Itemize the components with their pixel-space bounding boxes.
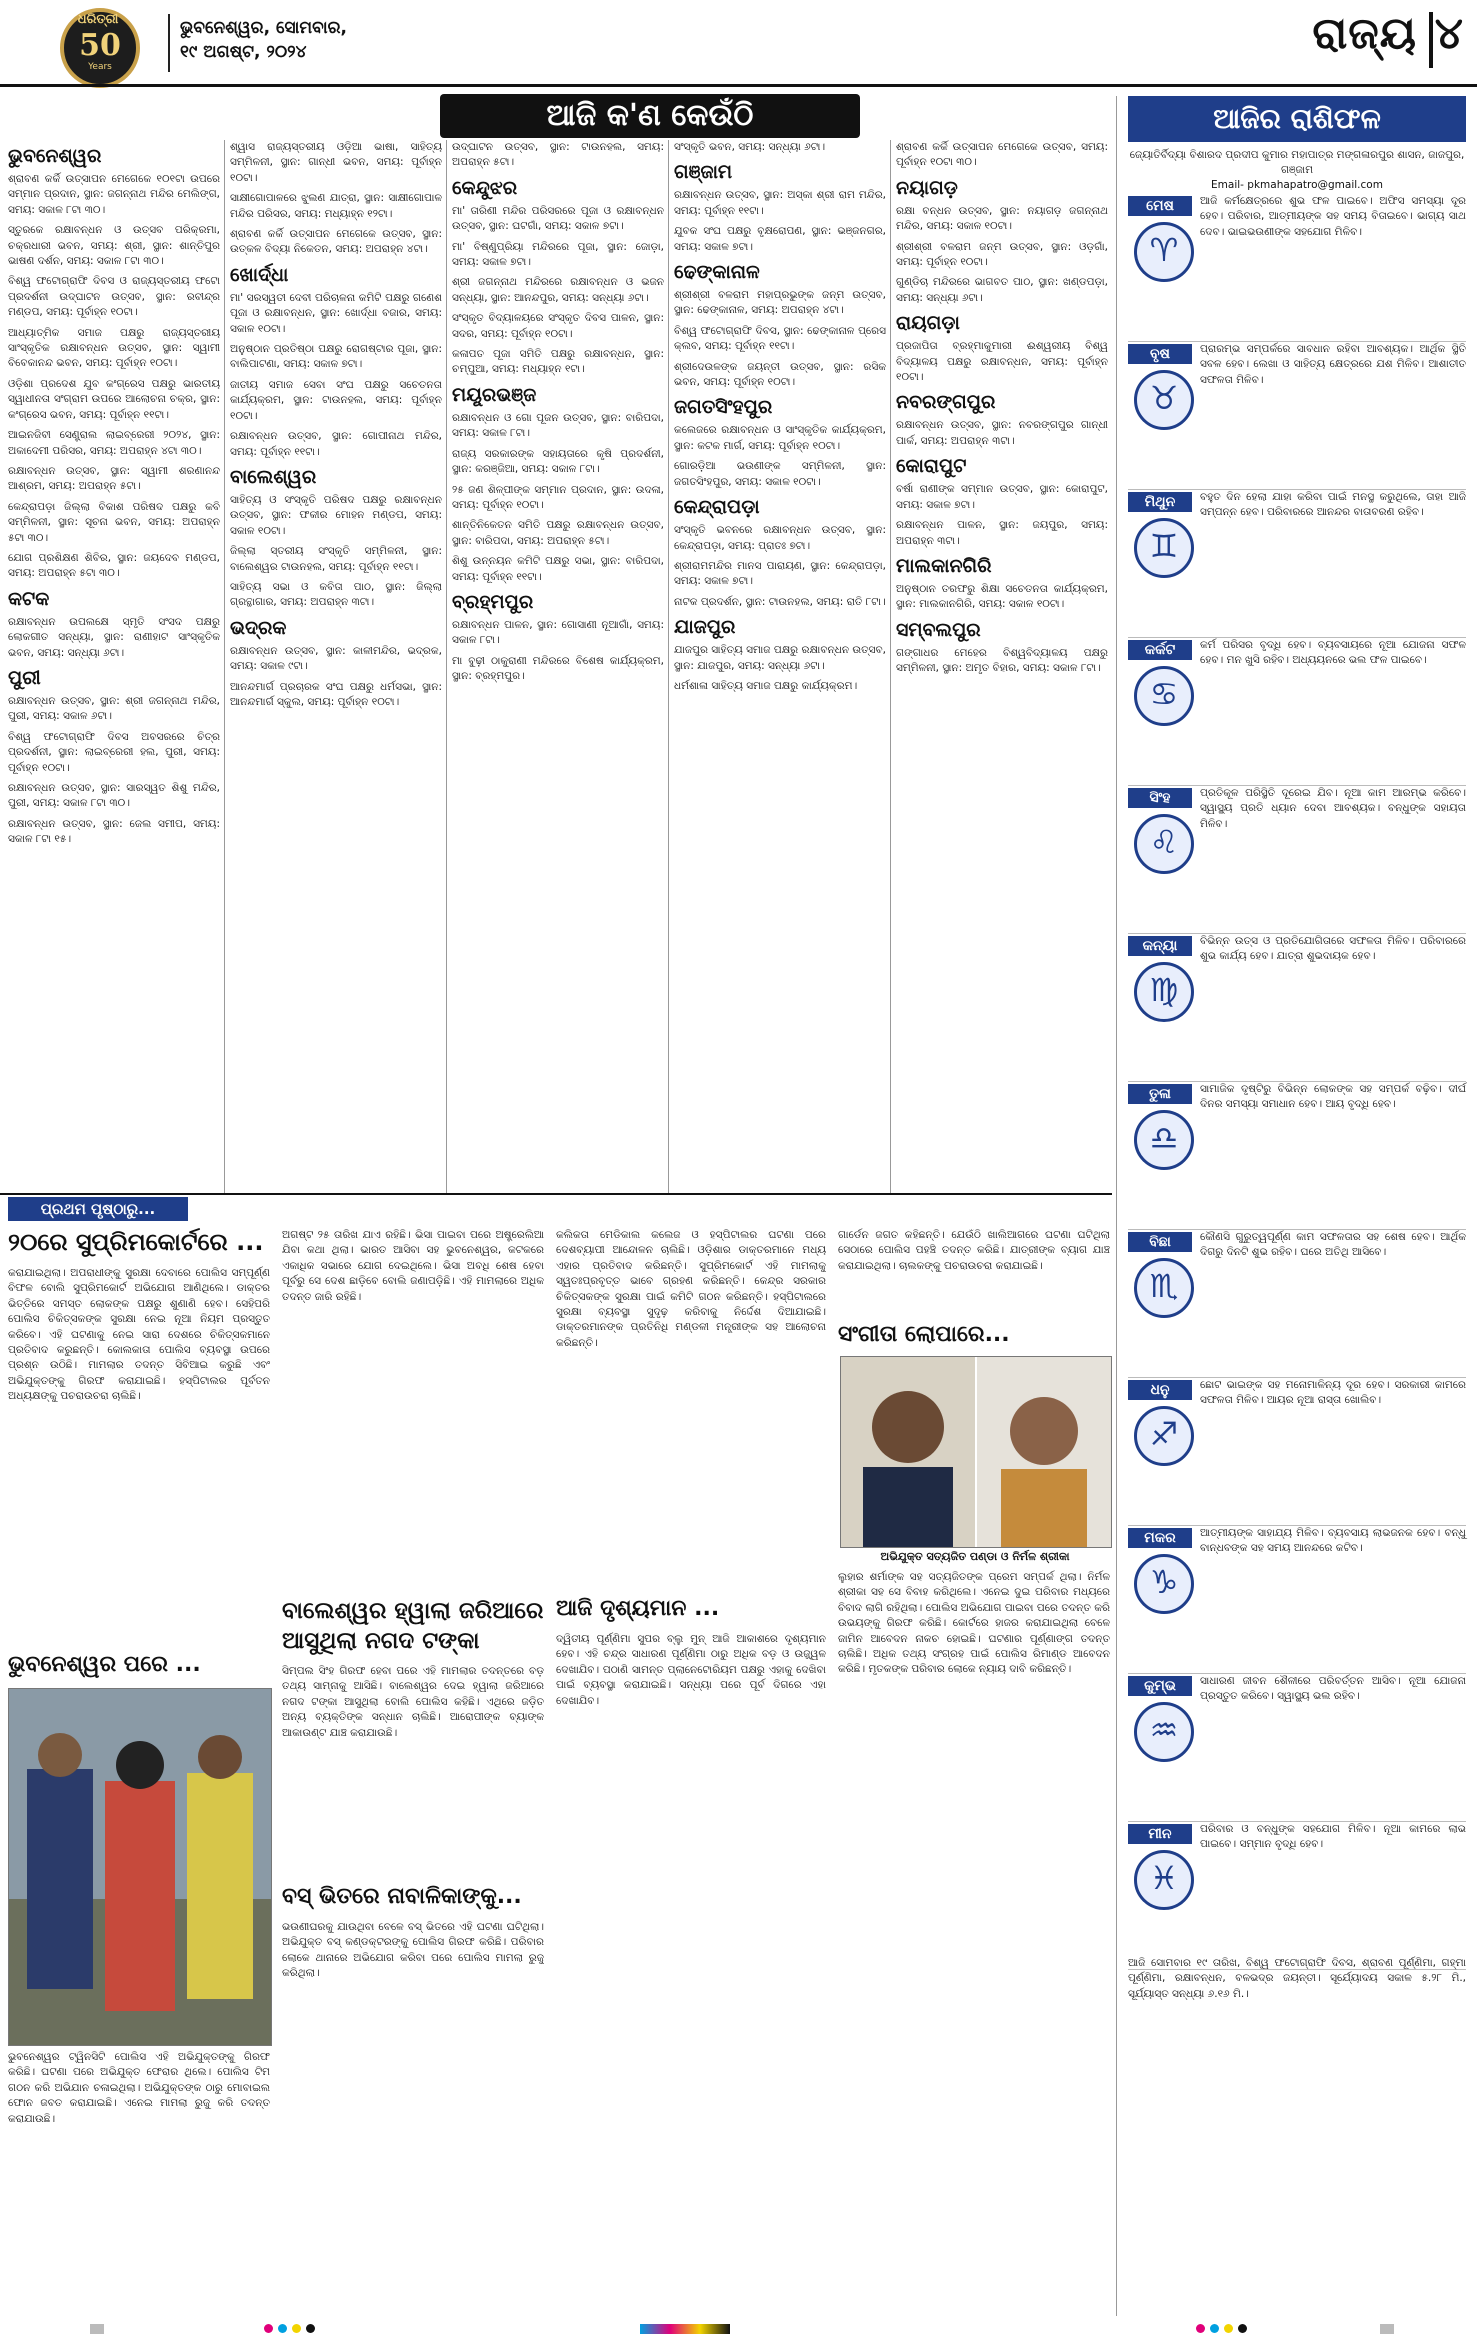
event-item: ରକ୍ଷାବନ୍ଧନ ଉତ୍ସବ, ସ୍ଥାନ: ଅସ୍କା ଶ୍ରୀ ରାମ ମନ୍ଦିର, ସମୟ: ପୂର୍ବାହ୍ନ ୧୧ଟା। [674,189,886,217]
zodiac-entry [1128,932,1466,1082]
event-item: ଅନୁଷ୍ଠାନ ତରଫରୁ ଶିକ୍ଷା ସଚେତନତା କାର୍ଯ୍ୟକ୍ରମ, ସ୍ଥାନ: ମାଲକାନଗିରି, ସମୟ: ସକାଳ ୧୦ଟା। [896,582,1108,611]
photo-caption: ଅଭିଯୁକ୍ତ ସତ୍ୟଜିତ ପଣ୍ଡା ଓ ନିର୍ମଳ ଶ୍ରୀକା [880,1550,1070,1563]
event-item: ଶ୍ରୀରାମମନ୍ଦିର ମାନସ ପାରାୟଣ, ସ୍ଥାନ: କେନ୍ଦ୍ରାପଡ଼ା, ସମୟ: ସକାଳ ୭ଟା। [674,559,886,588]
story-9-body: ଲୁହାର ଶର୍ମାଙ୍କ ସହ ସତ୍ୟଜିତଙ୍କ ପ୍ରେମ ସମ୍ପର୍କ ଥିଲା। ନିର୍ମଳ ଶ୍ରୀକା ସହ ସେ ବିବାହ କରିଥିଲେ। ଏନେଇ ଦୁଇ ପରିବାର ମଧ୍ୟରେ ବିବାଦ ଲାଗି ରହିଥିଲା। ପୋଲିସ ଅଭିଯୋଗ ପାଇବା ପରେ ତଦନ୍ତ କରି ଉଭୟଙ୍କୁ ଗିରଫ କରିଛି। କୋର୍ଟରେ ହାଜର କରାଯାଇଥିଲା ବେଳେ ଜାମିନ ଆବେଦନ ନାକଚ ହୋଇଛି। ଘଟଣାର ପୂର୍ଣ୍ଣାଙ୍ଗ ତଦନ୍ତ ଚାଲିଛି। ଅଧିକ ତଥ୍ୟ ସଂଗ୍ରହ ପାଇଁ ପୋଲିସ ରିମାଣ୍ଡ ଆବେଦନ କରିଛି। ମୃତକଙ୍କ ପରିବାର ଲୋକେ ନ୍ୟାୟ ଦାବି କରିଛନ୍ତି। [838,1571,1110,1676]
events-column [452,140,664,1190]
event-item: ରକ୍ଷାବନ୍ଧନ ଉତ୍ସବ, ସ୍ଥାନ: ଜେଲ ସମୀପ, ସମୟ: ସକାଳ ୮ଟା ୧୫। [8,817,220,846]
event-item: ରକ୍ଷାବନ୍ଧନ ଉତ୍ସବ, ସ୍ଥାନ: ସାରସ୍ୱତ ଶିଶୁ ମନ୍ଦିର, ପୁରୀ, ସମୟ: ସକାଳ ୮ଟା ୩୦। [8,782,220,810]
yellow-dot-icon [292,2324,301,2333]
event-item: ଶାନ୍ତିନିକେତନ ସମିତି ପକ୍ଷରୁ ରକ୍ଷାବନ୍ଧନ ଉତ୍ସବ, ସ୍ଥାନ: ବାରିପଦା, ସମୟ: ଅପରାହ୍ନ ୫ଟା। [452,519,664,547]
capricorn-icon [1134,1554,1194,1614]
district-heading: ମାଲକାନଗିରି [896,554,992,577]
event-item: ୨୫ ଜଣ ଶିଳ୍ପୀଙ୍କ ସମ୍ମାନ ପ୍ରଦାନ, ସ୍ଥାନ: ଉଦଳା, ସମୟ: ପୂର୍ବାହ୍ନ ୧୦ଟା। [452,483,664,511]
zodiac-glyph: ♍ [1149,971,1179,1009]
event-item: ରକ୍ଷାବନ୍ଧନ ଉତ୍ସବ, ସ୍ଥାନ: ନବରଙ୍ଗପୁର ଗାନ୍ଧୀ ପାର୍କ, ସମୟ: ଅପରାହ୍ନ ୩ଟା। [896,419,1108,447]
event-item: ଆନନ୍ଦମାର୍ଗ ପ୍ରଚାରକ ସଂଘ ପକ୍ଷରୁ ଧର୍ମସଭା, ସ୍ଥାନ: ଆନନ୍ଦମାର୍ଗ ସ୍କୁଲ, ସମୟ: ପୂର୍ବାହ୍ନ ୧୦ଟା। [230,680,442,708]
story-4-body: ସିମ୍ପଲ ସିଂହ ଗିରଫ ହେବା ପରେ ଏହି ମାମଲାର ତଦନ୍ତରେ ବଡ଼ ତଥ୍ୟ ସାମ୍ନାକୁ ଆସିଛି। ବାଲେଶ୍ୱର ଦେଇ ହ୍ୱାଲା ଜରିଆରେ ନଗଦ ଟଙ୍କା ଆସୁଥିଲା ବୋଲି ପୋଲିସ କହିଛି। ଏଥିରେ ଜଡ଼ିତ ଅନ୍ୟ ବ୍ୟକ୍ତିଙ୍କ ସନ୍ଧାନ ଚାଲିଛି। ଆରୋପୀଙ୍କ ବ୍ୟାଙ୍କ ଆକାଉଣ୍ଟ ଯାଞ୍ଚ କରାଯାଉଛି। [282,1665,544,1739]
zodiac-forecast: କର୍ମ ପରିସର ବୃଦ୍ଧି ହେବ। ବ୍ୟବସାୟରେ ନୂଆ ଯୋଜନା ସଫଳ ହେବ। ମନ ଖୁସି ରହିବ। ଅଧ୍ୟୟନରେ ଭଲ ଫଳ ପାଇବେ। [1200,639,1466,667]
color-bar-icon [640,2324,730,2334]
zodiac-name: ବିଛା [1128,1232,1192,1252]
event-item: ଜିଲ୍ଲା ସ୍ତରୀୟ ସଂସ୍କୃତି ସମ୍ମିଳନୀ, ସ୍ଥାନ: ବାଲେଶ୍ୱର ଟାଉନହଲ, ସମୟ: ପୂର୍ବାହ୍ନ ୧୧ଟା। [230,545,442,573]
zodiac-entry [1128,488,1466,638]
event-item: ସାହିତ୍ୟ ଓ ସଂସ୍କୃତି ପରିଷଦ ପକ୍ଷରୁ ରକ୍ଷାବନ୍ଧନ ଉତ୍ସବ, ସ୍ଥାନ: ଫକୀର ମୋହନ ମଣ୍ଡପ, ସମୟ: ସକାଳ ୧୦ଟା। [230,493,442,537]
zodiac-forecast: ସାମାଜିକ ଦୃଷ୍ଟିରୁ ବିଭିନ୍ନ ଲୋକଙ୍କ ସହ ସମ୍ପର୍କ ବଢ଼ିବ। ଦୀର୍ଘ ଦିନର ସମସ୍ୟା ସମାଧାନ ହେବ। ଆୟ ବୃଦ୍ଧି ହେବ। [1200,1083,1466,1111]
story-6-body: କଲିକତା ମେଡିକାଲ କଲେଜ ଓ ହସ୍ପିଟାଲର ଘଟଣା ପରେ ଦେଶବ୍ୟାପୀ ଆନ୍ଦୋଳନ ଚାଲିଛି। ଓଡ଼ିଶାର ଡାକ୍ତରମାନେ ମଧ୍ୟ ଏହାର ପ୍ରତିବାଦ କରିଛନ୍ତି। ସୁପ୍ରିମକୋର୍ଟ ଏହି ମାମଲାକୁ ସ୍ୱତଃପ୍ରବୃତ୍ତ ଭାବେ ଗ୍ରହଣ କରିଛନ୍ତି। କେନ୍ଦ୍ର ସରକାର ଚିକିତ୍ସକଙ୍କ ସୁରକ୍ଷା ପାଇଁ କମିଟି ଗଠନ କରିଛନ୍ତି। ହସ୍ପିଟାଲରେ ସୁରକ୍ଷା ବ୍ୟବସ୍ଥା ସୁଦୃଢ଼ କରିବାକୁ ନିର୍ଦ୍ଦେଶ ଦିଆଯାଇଛି। ଡାକ୍ତରମାନଙ୍କ ପ୍ରତିନିଧି ମଣ୍ଡଳୀ ମନ୍ତ୍ରୀଙ୍କ ସହ ଆଲୋଚନା କରିଛନ୍ତି। [556,1229,826,1349]
zodiac-entry [1128,340,1466,490]
front-page-tag: ପ୍ରଥମ ପୃଷ୍ଠାରୁ... [8,1197,188,1221]
event-item: ରକ୍ଷାବନ୍ଧନ ଉତ୍ସବ, ସ୍ଥାନ: ଶ୍ରୀ ଜଗନ୍ନାଥ ମନ୍ଦିର, ପୁରୀ, ସମୟ: ସକାଳ ୬ଟା। [8,694,220,723]
district-heading: କଟକ [8,587,50,610]
zodiac-forecast: ବିଭିନ୍ନ ଉତ୍ସ ଓ ପ୍ରତିଯୋଗିତାରେ ସଫଳତା ମିଳିବ। ପରିବାରରେ ଶୁଭ କାର୍ଯ୍ୟ ହେବ। ଯାତ୍ରା ଶୁଭଦାୟକ ହେବ। [1200,935,1466,963]
district-heading: ନବରଙ୍ଗପୁର [896,391,996,414]
zodiac-entry [1128,636,1466,786]
zodiac-name: ମୀନ [1128,1824,1192,1844]
event-item: ସାକ୍ଷୀଗୋପାଳରେ ଝୁଲଣ ଯାତ୍ରା, ସ୍ଥାନ: ସାକ୍ଷୀଗୋପାଳ ମନ୍ଦିର ପରିସର, ସମୟ: ମଧ୍ୟାହ୍ନ ୧୨ଟା। [230,192,442,220]
events-column [8,140,220,1190]
rashifal-divider [1116,96,1117,2316]
event-item: ସଂସ୍କୃତି ଭବନରେ ରକ୍ଷାବନ୍ଧନ ଉତ୍ସବ, ସ୍ଥାନ: କେନ୍ଦ୍ରାପଡ଼ା, ସମୟ: ପ୍ରାତଃ ୭ଟା। [674,524,886,552]
dateline [180,16,390,64]
zodiac-name: ମିଥୁନ [1128,492,1192,512]
district-heading: ଢେଙ୍କାନାଳ [674,261,760,284]
event-item: ଶ୍ରୀଦେଉଳଙ୍କ ଜୟନ୍ତୀ ଉତ୍ସବ, ସ୍ଥାନ: ରସିକ ଭବନ, ସମୟ: ପୂର୍ବାହ୍ନ ୧୦ଟା। [674,360,886,389]
column-rule [224,140,225,1195]
story-4-headline: ବାଲେଶ୍ୱର ହ୍ୱାଲା ଜରିଆରେ ଆସୁଥିଲା ନଗଦ ଟଙ୍କା [282,1598,544,1654]
event-item: ରକ୍ଷାବନ୍ଧନ ପାଳନ, ସ୍ଥାନ: ଗୋସାଣୀ ନୂଆଗାଁ, ସମୟ: ସକାଳ ୮ଟା। [452,618,664,647]
accused-photos [840,1356,1112,1548]
district-heading: ମୟୂରଭଞ୍ଜ [452,383,537,406]
zodiac-forecast: ପରିବାର ଓ ବନ୍ଧୁଙ୍କ ସହଯୋଗ ମିଳିବ। ନୂଆ କାମରେ ଲାଭ ପାଇବେ। ସମ୍ମାନ ବୃଦ୍ଧି ହେବ। [1200,1823,1466,1851]
district-heading: କୋରାପୁଟ [896,455,967,478]
zodiac-name: ବୃଷ [1128,344,1192,364]
district-heading: ନୟାଗଡ଼ [896,176,958,199]
event-item: ବିଶ୍ୱ ଫଟୋଗ୍ରାଫି ଦିବସ ଓ ରାଜ୍ୟସ୍ତରୀୟ ଫଟୋ ପ୍ରଦର୍ଶନୀ ଉଦ୍‌ଘାଟନ ଉତ୍ସବ, ସ୍ଥାନ: ରବୀନ୍ଦ୍ର ମଣ୍ଡପ, ସମୟ: ପୂର୍ବାହ୍ନ ୧୦ଟା। [8,275,220,319]
event-item: ରକ୍ଷାବନ୍ଧନ ଉପଲକ୍ଷେ ସ୍ମୃତି ସଂସଦ ପକ୍ଷରୁ ଲୋକଗୀତ ସନ୍ଧ୍ୟା, ସ୍ଥାନ: ରାଣୀହାଟ ସାଂସ୍କୃତିକ ଭବନ, ସମୟ: ସନ୍ଧ୍ୟା ୬ଟା। [8,615,220,659]
zodiac-glyph: ♊ [1149,527,1179,565]
newspaper-logo [40,4,158,80]
event-item: ଯୋଗ ପ୍ରଶିକ୍ଷଣ ଶିବିର, ସ୍ଥାନ: ଜୟଦେବ ମଣ୍ଡପ, ସମୟ: ଅପରାହ୍ନ ୫ଟା ୩୦। [8,551,220,580]
zodiac-name: କର୍କଟ [1128,640,1192,660]
cyan-dot-right-icon [1210,2324,1219,2333]
zodiac-forecast: ଛୋଟ ଭାଇଙ୍କ ସହ ମନୋମାଳିନ୍ୟ ଦୂର ହେବ। ସରକାରୀ କାମରେ ସଫଳତା ମିଳିବ। ଆୟର ନୂଆ ରାସ୍ତା ଖୋଲିବ। [1200,1379,1466,1407]
zodiac-name: ମେଷ [1128,196,1192,216]
print-registration-strip [0,2316,1477,2339]
story-2-headline: ଭୁବନେଶ୍ୱର ପରେ ... [8,1652,201,1677]
event-item: ଶ୍ରାବଣ କର୍କି ଉତ୍ସାପନ ମେଗେକେ ୧୦୧ଟା ଉପରେ ସମ୍ମାନ ପ୍ରଦାନ, ସ୍ଥାନ: ଜଗନ୍ନାଥ ମନ୍ଦିର ମେଲିଙ୍ଗ, ସମୟ: ସକାଳ ୮ଟା ୩୦। [8,173,220,216]
scorpio-icon [1134,1258,1194,1318]
zodiac-forecast: ବହୁତ ଦିନ ହେଲା ଯାହା କରିବା ପାଇଁ ମନସ୍ଥ କରୁଥିଲେ, ତାହା ଆଜି ସମ୍ପନ୍ନ ହେବ। ପରିବାରରେ ଆନନ୍ଦର ବାତାବରଣ ରହିବ। [1200,491,1466,519]
event-item: ରକ୍ଷାବନ୍ଧନ ପାଳନ, ସ୍ଥାନ: ଜୟପୁର, ସମୟ: ଅପରାହ୍ନ ୩ଟା। [896,519,1108,547]
story-8-body: ଗାର୍ଡେନ ଜଗତ କହିଛନ୍ତି। ଯେଉଁଠି ଖାଲିଆଗରେ ଘଟଣା ଘଟିଥିଲା ସେଠାରେ ପୋଲିସ ପହଞ୍ଚି ତଦନ୍ତ କରିଛି। ଯାତ୍ରୀଙ୍କ ବ୍ୟାଗ ଯାଞ୍ଚ କରାଯାଇଥିଲା। ଚାଲକଙ୍କୁ ପଚରାଉଚରା କରାଯାଇଛି। [838,1229,1110,1272]
zodiac-entry [1128,1672,1466,1822]
event-item: ଯୁବକ ସଂଘ ପକ୍ଷରୁ ବୃକ୍ଷରୋପଣ, ସ୍ଥାନ: ଭଞ୍ଜନଗର, ସମୟ: ସକାଳ ୭ଟା। [674,225,886,253]
zodiac-forecast: ଆତ୍ମୀୟଙ୍କ ସାହାଯ୍ୟ ମିଳିବ। ବ୍ୟବସାୟ ଲାଭଜନକ ହେବ। ବନ୍ଧୁ ବାନ୍ଧବଙ୍କ ସହ ସମୟ ଆନନ୍ଦରେ କଟିବ। [1200,1527,1466,1555]
zodiac-entry [1128,192,1466,342]
zodiac-glyph: ♈ [1149,231,1179,269]
section-title: ରାଜ୍ୟ [1312,8,1417,59]
zodiac-entry [1128,1080,1466,1230]
zodiac-forecast: ଆଜି କର୍ମକ୍ଷେତ୍ରରେ ଶୁଭ ଫଳ ପାଇବେ। ଅଫିସ ସମସ୍ୟା ଦୂର ହେବ। ପରିବାର, ଆତ୍ମୀୟଙ୍କ ସହ ସମୟ ବିତାଇବେ। ଭାଗ୍ୟ ସାଥ ଦେବ। ଭାଇଭଉଣୀଙ୍କ ସହଯୋଗ ମିଳିବ। [1200,195,1466,238]
event-item: ସଂସ୍କୃତ ବିଦ୍ୟାଳୟରେ ସଂସ୍କୃତ ଦିବସ ପାଳନ, ସ୍ଥାନ: ସଦର, ସମୟ: ପୂର୍ବାହ୍ନ ୧୦ଟା। [452,312,664,340]
zodiac-name: ମକର [1128,1528,1192,1548]
event-item: ଧର୍ମଶାଳା ସାହିତ୍ୟ ସମାଜ ପକ୍ଷରୁ କାର୍ଯ୍ୟକ୍ରମ। [674,679,858,692]
event-item: ଶିଶୁ ଉନ୍ନୟନ କମିଟି ପକ୍ଷରୁ ସଭା, ସ୍ଥାନ: ବାରିପଦା, ସମୟ: ପୂର୍ବାହ୍ନ ୧୧ଟା। [452,555,664,583]
event-item: ଯାଜପୁର ସାହିତ୍ୟ ସମାଜ ପକ୍ଷରୁ ରକ୍ଷାବନ୍ଧନ ଉତ୍ସବ, ସ୍ଥାନ: ଯାଜପୁର, ସମୟ: ସନ୍ଧ୍ୟା ୬ଟା। [674,644,886,672]
column-rule [446,140,447,1195]
event-item: ସାହିତ୍ୟ ସଭା ଓ କବିତା ପାଠ, ସ୍ଥାନ: ଜିଲ୍ଲା ଗ୍ରନ୍ଥାଗାର, ସମୟ: ଅପରାହ୍ନ ୩ଟା। [230,580,442,609]
masthead-divider [168,14,170,72]
page-number: ୪ [1434,8,1463,59]
zodiac-forecast: କୌଣସି ଗୁରୁତ୍ୱପୂର୍ଣ୍ଣ କାମ ସଫଳତାର ସହ ଶେଷ ହେବ। ଆର୍ଥିକ ଦିଗରୁ ଦିନଟି ଶୁଭ ରହିବ। ଘରେ ଅତିଥି ଆସିବେ। [1200,1231,1466,1259]
event-item: ଉଦ୍‌ଘାଟନ ଉତ୍ସବ, ସ୍ଥାନ: ଟାଉନହଲ, ସମୟ: ଅପରାହ୍ନ ୫ଟା। [452,141,664,169]
event-item: ରାଜ୍ୟ ସରକାରଙ୍କ ସହାୟତାରେ କୃଷି ପ୍ରଦର୍ଶନୀ, ସ୍ଥାନ: କରଞ୍ଜିଆ, ସମୟ: ସକାଳ ୮ଟା। [452,447,664,476]
district-heading: ଖୋର୍ଦ୍ଧା [230,263,289,286]
astrologer-name: ଜ୍ୟୋତିର୍ବିଦ୍ୟା ବିଶାରଦ ପ୍ରଦୀପ କୁମାର ମହାପାତ୍ର ମଙ୍ଗଳାରପୁର ଶାସନ, ଜାଜପୁର, ଗଞ୍ଜାମ [1129,149,1465,176]
event-item: ଶ୍ୱାସ ରାଜ୍ୟସ୍ତରୀୟ ଓଡ଼ିଆ ଭାଷା, ସାହିତ୍ୟ ସମ୍ମିଳନୀ, ସ୍ଥାନ: ଗାନ୍ଧୀ ଭବନ, ସମୟ: ପୂର୍ବାହ୍ନ ୧୦ଟା। [230,141,442,184]
aries-icon [1134,222,1194,282]
story-3-body: ଅଗଷ୍ଟ ୨୫ ତାରିଖ ଯାଏ ରହିଛି। ଭିସା ପାଇବା ପରେ ଅଷ୍ଟ୍ରେଲିଆ ଯିବା କଥା ଥିଲା। ଭାରତ ଆସିବା ସହ ଭୁବନେଶ୍ୱର, କଟକରେ ଏକାଧିକ ସଭାରେ ଯୋଗ ଦେଇଥିଲେ। ଭିସା ଅବଧି ଶେଷ ହେବା ପୂର୍ବରୁ ସେ ଦେଶ ଛାଡ଼ିବେ ବୋଲି ଜଣାପଡ଼ିଛି। ଏହି ମାମଲାରେ ଅଧିକ ତଦନ୍ତ ଜାରି ରହିଛି। [282,1229,544,1303]
section-rule [0,1193,1112,1195]
magenta-dot-icon [264,2324,273,2333]
logo-number: 50 [79,28,121,63]
logo-years: Years [88,62,112,72]
story-7-headline: ଆଜି ଦୃଶ୍ୟମାନ ... [556,1596,720,1621]
event-item: ବିଶ୍ୱ ଫଟୋଗ୍ରାଫି ଦିବସ, ସ୍ଥାନ: ଢେଙ୍କାନାଳ ପ୍ରେସ କ୍ଲବ, ସମୟ: ପୂର୍ବାହ୍ନ ୧୧ଟା। [674,324,886,353]
zodiac-name: ଧନୁ [1128,1380,1192,1400]
district-heading: ପୁରୀ [8,666,41,689]
story-5-body: ଭଉଣୀଘରକୁ ଯାଉଥିବା ବେଳେ ବସ୍ ଭିତରେ ଏହି ଘଟଣା ଘଟିଥିଲା। ଅଭିଯୁକ୍ତ ବସ୍ କଣ୍ଡକ୍ଟରଙ୍କୁ ପୋଲିସ ଗିରଫ କରିଛି। ପରିବାର ଲୋକେ ଥାନାରେ ଅଭିଯୋଗ କରିବା ପରେ ପୋଲିସ ମାମଲା ରୁଜୁ କରିଥିଲା। [282,1921,544,1980]
magenta-dot-right-icon [1196,2324,1205,2333]
arrest-photo [8,1688,272,2046]
zodiac-glyph: ♉ [1149,379,1179,417]
zodiac-name: ତୁଳା [1128,1084,1192,1104]
event-item: ଶ୍ରୀଶ୍ରୀ ବଳରାମ ଜନ୍ମ ଉତ୍ସବ, ସ୍ଥାନ: ଓଡ଼ଗାଁ, ସମୟ: ପୂର୍ବାହ୍ନ ୧୦ଟା। [896,240,1108,269]
event-item: ଅନୁଷ୍ଠାନ ପ୍ରତିଷ୍ଠା ପକ୍ଷରୁ ରୋଗଷ୍ଟାର ପୂଜା, ସ୍ଥାନ: ବାଲିପାଟଣା, ସମୟ: ସକାଳ ୭ଟା। [230,343,442,371]
event-item: ରକ୍ଷାବନ୍ଧନ ଉତ୍ସବ, ସ୍ଥାନ: ଗୋପୀନାଥ ମନ୍ଦିର, ସମୟ: ପୂର୍ବାହ୍ନ ୧୧ଟା। [230,430,442,458]
astrologer-email: Email- pkmahapatro@gmail.com [1211,179,1383,191]
logo-name: ଧରିତ୍ରୀ [77,12,119,27]
event-item: କଲେଜରେ ରକ୍ଷାବନ୍ଧନ ଓ ସାଂସ୍କୃତିକ କାର୍ଯ୍ୟକ୍ରମ, ସ୍ଥାନ: କଟକ ମାର୍ଗ, ସମୟ: ପୂର୍ବାହ୍ନ ୧୦ଟା। [674,424,886,452]
event-item: ବର୍ଷା ରାଣୀଙ୍କ ସମ୍ମାନ ଉତ୍ସବ, ସ୍ଥାନ: କୋରାପୁଟ, ସମୟ: ସକାଳ ୭ଟା। [896,483,1108,511]
dateline-day: ଭୁବନେଶ୍ୱର, ସୋମବାର, [180,18,347,38]
story-5-headline: ବସ୍ ଭିତରେ ନାବାଳିକାଙ୍କୁ... [282,1884,522,1909]
district-heading: ଯାଜପୁର [674,616,736,639]
zodiac-entry [1128,1376,1466,1526]
story-1-body: କରାଯାଇଥିଲା। ଅପରାଧୀଙ୍କୁ ସୁରକ୍ଷା ଦେବାରେ ପୋଲିସ ସମ୍ପୂର୍ଣ୍ଣ ବିଫଳ ବୋଲି ସୁପ୍ରିମକୋର୍ଟ ଅଭିଯୋଗ ଆଣିଥିଲେ। ଡାକ୍ତର ଭିତ୍ତିରେ ସମସ୍ତ ଲୋକଙ୍କ ପକ୍ଷରୁ ଶୁଣାଣି ହେବ। ସେହିପରି ପୋଲିସ ଚିକିତ୍ସକଙ୍କ ସୁରକ୍ଷା ନେଇ ନୂଆ ନିୟମ ପ୍ରସ୍ତୁତ କରିବେ। ଏହି ଘଟଣାକୁ ନେଇ ସାରା ଦେଶରେ ଚିକିତ୍ସକମାନେ ପ୍ରତିବାଦ କରୁଛନ୍ତି। କୋଲକାତା ପୋଲିସ ବ୍ୟବସ୍ଥା ଉପରେ ପ୍ରଶ୍ନ ଉଠିଛି। ମାମଲାର ତଦନ୍ତ ସିବିଆଇ କରୁଛି ଏବଂ ଅଭିଯୁକ୍ତଙ୍କୁ ଗିରଫ କରାଯାଇଛି। ହସ୍ପିଟାଲର ପୂର୍ବତନ ଅଧ୍ୟକ୍ଷଙ୍କୁ ପଚରାଉଚରା ଚାଲିଛି। [8,1267,270,1403]
district-heading: ଗଞ୍ଜାମ [674,161,733,184]
zodiac-forecast: ପ୍ରାରମ୍ଭ ସମ୍ପର୍କରେ ସାବଧାନ ରହିବା ଆବଶ୍ୟକ। ଆର୍ଥିକ ସ୍ଥିତି ସବଳ ହେବ। ଲେଖା ଓ ସାହିତ୍ୟ କ୍ଷେତ୍ରରେ ଯଶ ମିଳିବ। ଆଶାତୀତ ସଫଳତା ମିଳିବ। [1200,343,1466,386]
district-heading: ଭଦ୍ରକ [230,616,287,639]
event-item: ମା' ତାରିଣୀ ମନ୍ଦିର ପରିସରରେ ପୂଜା ଓ ରକ୍ଷାବନ୍ଧନ ଉତ୍ସବ, ସ୍ଥାନ: ଘଟଗାଁ, ସମୟ: ସକାଳ ୭ଟା। [452,204,664,233]
district-heading: ବ୍ରହ୍ମପୁର [452,590,534,613]
zodiac-glyph: ♑ [1149,1563,1179,1601]
story-9-headline: ସଂଗୀତା ଲୋପାରେ... [838,1322,1010,1347]
zodiac-glyph: ♒ [1149,1711,1179,1749]
zodiac-glyph: ♋ [1149,675,1179,713]
zodiac-name: କନ୍ୟା [1128,936,1192,956]
grey-bar-icon [90,2324,104,2334]
zodiac-name: କୁମ୍ଭ [1128,1676,1192,1696]
event-item: ସ୍ତୁରକେ ରକ୍ଷାବନ୍ଧନ ଓ ଉତ୍ସବ ପରିକ୍ରମା, ଚକ୍ରଧାରୀ ଭବନ, ସମୟ: ଶ୍ରୀ, ସ୍ଥାନ: ଶାନ୍ତିପୁର ଭାଷଣ ଦର୍ଶନ, ସମୟ: ସକାଳ ୮ଟା ୩୦। [8,224,220,268]
zodiac-glyph: ♐ [1149,1415,1179,1453]
event-item: ଶ୍ରୀଶ୍ରୀ ବଳରାମ ମହାପ୍ରଭୁଙ୍କ ଜନ୍ମ ଉତ୍ସବ, ସ୍ଥାନ: ଢେଙ୍କାନାଳ, ସମୟ: ଅପରାହ୍ନ ୪ଟା। [674,289,886,317]
events-banner: ଆଜି କ'ଣ କେଉଁଠି [440,94,860,138]
district-heading: ରାୟଗଡ଼ା [896,312,960,335]
zodiac-entry [1128,1820,1466,1970]
event-item: ମା' ସରସ୍ୱତୀ ଦେବୀ ପରିଚାଳନା କମିଟି ପକ୍ଷରୁ ଗଣେଶ ପୂଜା ଓ ରକ୍ଷାବନ୍ଧନ, ସ୍ଥାନ: ଖୋର୍ଦ୍ଧା ବଜାର, ସମୟ: ସକାଳ ୧୦ଟା। [230,291,442,335]
section-divider [1429,12,1433,68]
zodiac-entry [1128,1228,1466,1378]
cyan-dot-icon [278,2324,287,2333]
yellow-dot-right-icon [1224,2324,1233,2333]
events-column [896,140,1108,1190]
event-item: ଗୋରଡ଼ିଆ ଭଉଣୀଙ୍କ ସମ୍ମିଳନୀ, ସ୍ଥାନ: ଜଗତସିଂହପୁର, ସମୟ: ସକାଳ ୧୦ଟା। [674,460,886,488]
event-item: ଶ୍ରୀ ଜଗନ୍ନାଥ ମନ୍ଦିରରେ ରକ୍ଷାବନ୍ଧନ ଓ ଭଜନ ସନ୍ଧ୍ୟା, ସ୍ଥାନ: ଆନନ୍ଦପୁର, ସମୟ: ସନ୍ଧ୍ୟା ୬ଟା। [452,276,664,304]
masthead [0,0,1477,88]
column-rule [890,140,891,1195]
district-heading: କେନ୍ଦ୍ରାପଡ଼ା [674,496,760,519]
event-item: ଶ୍ରାବଣ କର୍କି ଉତ୍ସାପନ ମେଗେକେ ଉତ୍ସବ, ସ୍ଥାନ: ଉତ୍କଳ ବିଦ୍ୟା ନିକେତନ, ସମୟ: ଅପରାହ୍ନ ୪ଟା। [230,228,442,256]
events-column [230,140,442,1190]
district-heading: ଭୁବନେଶ୍ୱର [8,145,102,167]
grey-bar-right-icon [1380,2324,1394,2334]
column-rule [668,140,669,1195]
zodiac-glyph: ♌ [1149,823,1179,861]
event-item: ରକ୍ଷାବନ୍ଧନ ଓ ଗୋ ପୂଜନ ଉତ୍ସବ, ସ୍ଥାନ: ବାରିପଦା, ସମୟ: ସକାଳ ୮ଟା। [452,411,664,440]
leo-icon [1134,814,1194,874]
zodiac-glyph: ♓ [1149,1859,1179,1897]
event-item: ଆଇନଜିବୀ ସେଣ୍ଟ୍ରାଲ ଲାଇବ୍ରେରୀ ୨୦୨୪, ସ୍ଥାନ: ଅକାଦେମୀ ପରିସର, ସମୟ: ଅପରାହ୍ନ ୪ଟା ୩୦। [8,429,220,457]
event-item: କେନ୍ଦ୍ରାପଡ଼ା ଜିଲ୍ଲା ବିକାଶ ପରିଷଦ ପକ୍ଷରୁ କବି ସମ୍ମିଳନୀ, ସ୍ଥାନ: ସୂଚନା ଭବନ, ସମୟ: ଅପରାହ୍ନ ୫ଟା ୩୦। [8,500,220,544]
event-item: ଆଧ୍ୟାତ୍ମିକ ସମାଜ ପକ୍ଷରୁ ରାଜ୍ୟସ୍ତରୀୟ ସାଂସ୍କୃତିକ ରକ୍ଷାବନ୍ଧନ ଉତ୍ସବ, ସ୍ଥାନ: ସ୍ୱାମୀ ବିବେକାନନ୍ଦ ଭବନ, ସମୟ: ପୂର୍ବାହ୍ନ ୧୦ଟା। [8,326,220,370]
dateline-date: ୧୯ ଅଗଷ୍ଟ, ୨୦୨୪ [180,42,307,62]
zodiac-entry [1128,1524,1466,1674]
masthead-rule [0,84,1477,87]
gemini-icon [1134,518,1194,578]
district-heading: ବାଲେଶ୍ୱର [230,465,317,488]
accused-photos-illustration [841,1357,1111,1547]
event-item: ରକ୍ଷାବନ୍ଧନ ଉତ୍ସବ, ସ୍ଥାନ: ସ୍ୱାମୀ ଶରଣାନନ୍ଦ ଆଶ୍ରମ, ସମୟ: ଅପରାହ୍ନ ୫ଟା। [8,464,220,493]
story-1-headline: ୨୦ରେ ସୁପ୍ରିମକୋର୍ଟରେ ... [8,1228,264,1256]
event-item: ମା ବୁଢ଼ୀ ଠାକୁରାଣୀ ମନ୍ଦିରରେ ବିଶେଷ କାର୍ଯ୍ୟକ୍ରମ, ସ୍ଥାନ: ବ୍ରହ୍ମପୁର। [452,654,664,683]
event-item: ରକ୍ଷାବନ୍ଧନ ଉତ୍ସବ, ସ୍ଥାନ: କାଳୀମନ୍ଦିର, ଭଦ୍ରକ, ସମୟ: ସକାଳ ୯ଟା। [230,644,442,673]
event-item: ଜାତୀୟ ସମାଜ ସେବା ସଂଘ ପକ୍ଷରୁ ସଚେତନତା କାର୍ଯ୍ୟକ୍ରମ, ସ୍ଥାନ: ଟାଉନହଲ, ସମୟ: ପୂର୍ବାହ୍ନ ୧୦ଟା। [230,378,442,422]
zodiac-entry [1128,784,1466,934]
aquarius-icon [1134,1702,1194,1762]
virgo-icon [1134,962,1194,1022]
district-heading: ସମ୍ବଲପୁର [896,618,981,641]
arrest-photo-illustration [9,1689,271,2045]
libra-icon [1134,1110,1194,1170]
event-item: ନାଟକ ପ୍ରଦର୍ଶନ, ସ୍ଥାନ: ଟାଉନହଲ, ସମୟ: ରାତି ୮ଟା। [674,595,886,608]
district-heading: କେନ୍ଦୁଝର [452,176,518,199]
event-item: ମା' ବିଷ୍ଣୁପ୍ରିୟା ମନ୍ଦିରରେ ପୂଜା, ସ୍ଥାନ: ଜୋଡ଼ା, ସମୟ: ସକାଳ ୭ଟା। [452,240,664,269]
event-item: ପ୍ରଜାପିତା ବ୍ରହ୍ମାକୁମାରୀ ଈଶ୍ୱରୀୟ ବିଶ୍ୱ ବିଦ୍ୟାଳୟ ପକ୍ଷରୁ ରକ୍ଷାବନ୍ଧନ, ସମୟ: ପୂର୍ବାହ୍ନ ୧୦ଟା। [896,340,1108,384]
event-item: ଶ୍ରାବଣ କର୍କି ଉତ୍ସାପନ ମେଗେକେ ଉତ୍ସବ, ସମୟ: ପୂର୍ବାହ୍ନ ୧୦ଟା ୩୦। [896,141,1108,169]
rashifal-section [1120,96,1470,2316]
event-item: କଳାପତ ପୂଜା ସମିତି ପକ୍ଷରୁ ରକ୍ଷାବନ୍ଧନ, ସ୍ଥାନ: ଚମ୍ପୁଆ, ସମୟ: ମଧ୍ୟାହ୍ନ ୧ଟା। [452,348,664,376]
event-item: ରକ୍ଷା ବନ୍ଧନ ଉତ୍ସବ, ସ୍ଥାନ: ନୟାଗଡ଼ ଜଗନ୍ନାଥ ମନ୍ଦିର, ସମୟ: ସକାଳ ୧୦ଟା। [896,204,1108,233]
zodiac-glyph: ♏ [1149,1267,1179,1305]
rashifal-byline [1128,148,1466,193]
zodiac-name: ସିଂହ [1128,788,1192,808]
cancer-icon [1134,666,1194,726]
event-item: ଗଙ୍ଗାଧର ମେହେର ବିଶ୍ୱବିଦ୍ୟାଳୟ ପକ୍ଷରୁ ସମ୍ମିଳନୀ, ସ୍ଥାନ: ଅମୃତ ବିହାର, ସମୟ: ସକାଳ ୮ଟା। [896,646,1108,675]
black-dot-icon [306,2324,315,2333]
panjika-note: ଆଜି ସୋମବାର ୧୯ ତାରିଖ, ବିଶ୍ୱ ଫଟୋଗ୍ରାଫି ଦିବସ, ଶ୍ରାବଣ ପୂର୍ଣ୍ଣିମା, ଗହ୍ମା ପୂର୍ଣ୍ଣିମା, ରକ୍ଷାବନ୍ଧନ, ବଳଭଦ୍ର ଜୟନ୍ତୀ। ସୂର୍ଯ୍ୟୋଦୟ ସକାଳ ୫.୨୮ ମି., ସୂର୍ଯ୍ୟାସ୍ତ ସନ୍ଧ୍ୟା ୬.୧୬ ମି.। [1128,1957,1466,2000]
taurus-icon [1134,370,1194,430]
black-dot-right-icon [1238,2324,1247,2333]
event-item: ବିଶ୍ୱ ଫଟୋଗ୍ରାଫି ଦିବସ ଅବସରରେ ଚିତ୍ର ପ୍ରଦର୍ଶନୀ, ସ୍ଥାନ: ଲାଇବ୍ରେରୀ ହଲ, ପୁରୀ, ସମୟ: ପୂର୍ବାହ୍ନ ୧୦ଟା। [8,730,220,774]
zodiac-glyph: ♎ [1149,1119,1179,1157]
story-2-body: ଭୁବନେଶ୍ୱର ଟ୍ୱିନସିଟି ପୋଲିସ ଏହି ଅଭିଯୁକ୍ତଙ୍କୁ ଗିରଫ କରିଛି। ଘଟଣା ପରେ ଅଭିଯୁକ୍ତ ଫେରାର ଥିଲେ। ପୋଲିସ ଟିମ ଗଠନ କରି ଅଭିଯାନ ଚଳାଇଥିଲା। ଅଭିଯୁକ୍ତଙ୍କ ଠାରୁ ମୋବାଇଲ ଫୋନ ଜବତ କରାଯାଇଛି। ଏନେଇ ମାମଲା ରୁଜୁ କରି ତଦନ୍ତ କରାଯାଉଛି। [8,2051,270,2125]
event-item: ଗୁଣ୍ଡିଚା ମନ୍ଦିରରେ ଭାଗବତ ପାଠ, ସ୍ଥାନ: ଖଣ୍ଡପଡ଼ା, ସମୟ: ସନ୍ଧ୍ୟା ୬ଟା। [896,276,1108,304]
zodiac-forecast: ସାଧାରଣ ଜୀବନ ଶୈଳୀରେ ପରିବର୍ତ୍ତନ ଆସିବ। ନୂଆ ଯୋଜନା ପ୍ରସ୍ତୁତ କରିବେ। ସ୍ୱାସ୍ଥ୍ୟ ଭଲ ରହିବ। [1200,1675,1466,1703]
sagittarius-icon [1134,1406,1194,1466]
pisces-icon [1134,1850,1194,1910]
event-item: ଓଡ଼ିଶା ପ୍ରଦେଶ ଯୁବ କଂଗ୍ରେସ ପକ୍ଷରୁ ଭାରତୀୟ ସ୍ୱାଧୀନତା ସଂଗ୍ରାମ ଉପରେ ଆଲୋଚନା ଚକ୍ର, ସ୍ଥାନ: କଂଗ୍ରେସ ଭବନ, ସମୟ: ପୂର୍ବାହ୍ନ ୧୧ଟା। [8,377,220,421]
district-heading: ଜଗତସିଂହପୁର [674,396,773,419]
events-column [674,140,886,1190]
event-item: ସଂସ୍କୃତି ଭବନ, ସମୟ: ସନ୍ଧ୍ୟା ୬ଟା। [674,141,826,153]
story-7-body: ଦ୍ୱିତୀୟ ପୂର୍ଣ୍ଣିମା ସୁପର ବ୍ଲୁ ମୁନ୍ ଆଜି ଆକାଶରେ ଦୃଶ୍ୟମାନ ହେବ। ଏହି ଚନ୍ଦ୍ର ସାଧାରଣ ପୂର୍ଣ୍ଣିମା ଠାରୁ ଅଧିକ ବଡ଼ ଓ ଉଜ୍ଜ୍ୱଳ ଦେଖାଯିବ। ପଠାଣି ସାମନ୍ତ ପ୍ଲାନେଟୋରିୟମ ପକ୍ଷରୁ ଏହାକୁ ଦେଖିବା ପାଇଁ ବ୍ୟବସ୍ଥା କରାଯାଇଛି। ସନ୍ଧ୍ୟା ପରେ ପୂର୍ବ ଦିଗରେ ଏହା ଦେଖାଯିବ। [556,1633,826,1707]
rashifal-title: ଆଜିର ରାଶିଫଳ [1128,96,1466,142]
zodiac-forecast: ପ୍ରତିକୂଳ ପରିସ୍ଥିତି ଦୂରେଇ ଯିବ। ନୂଆ କାମ ଆରମ୍ଭ କରିବେ। ସ୍ୱାସ୍ଥ୍ୟ ପ୍ରତି ଧ୍ୟାନ ଦେବା ଆବଶ୍ୟକ। ବନ୍ଧୁଙ୍କ ସହାୟତା ମିଳିବ। [1200,787,1466,830]
